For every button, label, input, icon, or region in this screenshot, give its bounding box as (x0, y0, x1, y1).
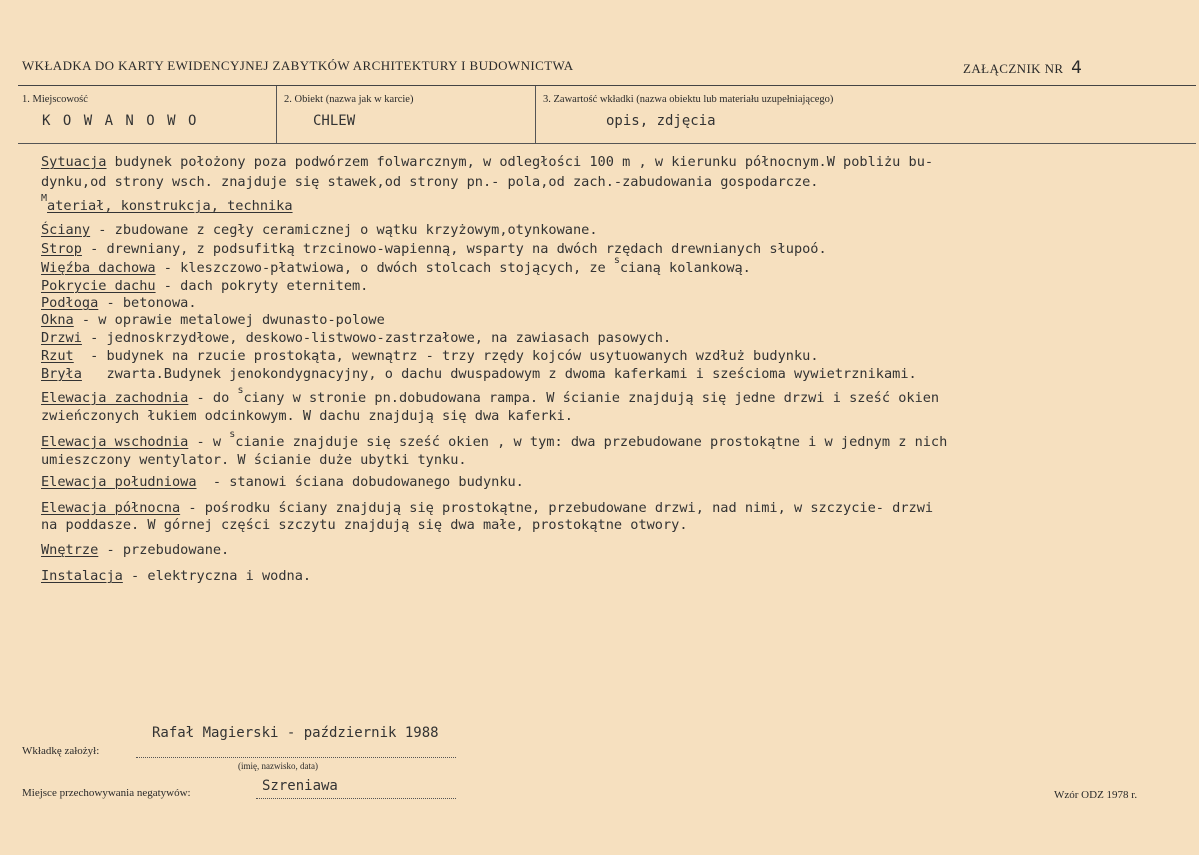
section-heading: Wnętrze (41, 542, 99, 558)
superscript-correction: M (41, 193, 48, 204)
text-line (41, 312, 385, 328)
section-text: - w oprawie metalowej dwunasto-polowe (73, 312, 385, 328)
section-text: cianie znajduje się sześć okien , w tym: dwa przebudowane prostokątne i w jednym z nich (235, 434, 948, 450)
text-line (41, 278, 368, 294)
section-heading: Instalacja (41, 568, 123, 584)
section-text: ciany w stronie pn.dobudowana rampa. W ścianie znajdują się jedne drzwi i sześć okien (243, 390, 940, 406)
section-text: zwieńczonych łukiem odcinkowym. W dachu znajdują się dwa kaferki. (41, 408, 573, 424)
section-heading: Drzwi (41, 330, 82, 346)
text-line (41, 295, 197, 311)
section-heading: Elewacja wschodnia (41, 434, 189, 450)
text-line (41, 500, 933, 516)
text-line (41, 255, 751, 276)
storage-dotted-line (256, 798, 456, 799)
section-heading: Ściany (41, 222, 91, 238)
locality-label: 1. Miejscowość (22, 94, 88, 105)
text-line (41, 385, 940, 406)
contents-value: opis, zdjęcia (606, 113, 716, 129)
field-divider-1 (276, 86, 277, 143)
text-line (41, 348, 819, 364)
section-heading: ateriał, konstrukcja, technika (47, 198, 293, 214)
text-line (41, 452, 467, 468)
text-line (41, 408, 573, 424)
text-line (41, 568, 311, 584)
section-text: - betonowa. (98, 295, 197, 311)
author-label: Wkładkę założył: (22, 745, 100, 757)
section-text: - jednoskrzydłowe, deskowo-listwowo-zastrzałowe, na zawiasach pasowych. (81, 330, 672, 346)
section-heading: Strop (41, 241, 82, 257)
section-heading: Więźba dachowa (41, 260, 156, 276)
text-line (41, 222, 598, 238)
section-heading: Podłoga (41, 295, 99, 311)
section-text: - dach pokryty eternitem. (155, 278, 369, 294)
text-line (41, 193, 293, 214)
section-heading: Okna (41, 312, 74, 328)
author-dotted-line (136, 757, 456, 758)
section-text: dynku,od strony wsch. znajduje się stawek,od strony pn.- pola,od zach.-zabudowania gospodarcze. (41, 174, 819, 190)
section-text: - kleszczowo-płatwiowa, o dwóch stolcach stojących, ze (155, 260, 614, 276)
section-text: - drewniany, z podsufitką trzcinowo-wapienną, wsparty na dwóch rzędach drewnianych słupoó. (81, 241, 827, 257)
contents-label: 3. Zawartość wkładki (nazwa obiektu lub materiału uzupełniającego) (543, 94, 834, 105)
text-line (41, 474, 524, 490)
author-hint: (imię, nazwisko, data) (238, 761, 318, 771)
section-text: na poddasze. W górnej części szczytu znajdują się dwa małe, prostokątne otwory. (41, 517, 688, 533)
text-line (41, 542, 229, 558)
text-line (41, 517, 688, 533)
text-line (41, 429, 948, 450)
superscript-correction: s (613, 255, 620, 266)
annex-label (963, 58, 1082, 78)
section-text: - stanowi ściana dobudowanego budynku. (196, 474, 524, 490)
section-text: - zbudowane z cegły ceramicznej o wątku krzyżowym,otynkowane. (90, 222, 598, 238)
section-heading: Elewacja północna (41, 500, 181, 516)
annex-label-text: ZAŁĄCZNIK NR (963, 61, 1064, 76)
section-text: umieszczony wentylator. W ścianie duże ubytki tynku. (41, 452, 467, 468)
section-text: zwarta.Budynek jenokondygnacyjny, o dachu dwuspadowym z dwoma kaferkami i sześcioma wywietrznikami. (81, 366, 917, 382)
annex-number: 4 (1071, 58, 1083, 78)
section-text: - w (188, 434, 230, 450)
text-line (41, 330, 671, 346)
section-heading: Bryła (41, 366, 82, 382)
object-label: 2. Obiekt (nazwa jak w karcie) (284, 94, 414, 105)
object-value: CHLEW (313, 113, 356, 129)
section-heading: Elewacja południowa (41, 474, 197, 490)
storage-label: Miejsce przechowywania negatywów: (22, 787, 191, 799)
text-line (41, 241, 827, 257)
text-line (41, 174, 819, 190)
section-heading: Pokrycie dachu (41, 278, 156, 294)
section-text: - do (188, 390, 238, 406)
section-heading: Sytuacja (41, 154, 107, 170)
section-heading: Rzut (41, 348, 74, 364)
fields-rule (18, 143, 1196, 144)
author-value: Rafał Magierski - październik 1988 (152, 725, 439, 741)
text-line (41, 366, 917, 382)
section-text: - pośrodku ściany znajdują się prostokątne, przebudowane drzwi, nad nimi, w szczycie- drzwi (180, 500, 934, 516)
field-divider-2 (535, 86, 536, 143)
storage-value: Szreniawa (262, 778, 338, 794)
section-text: - budynek na rzucie prostokąta, wewnątrz - trzy rzędy kojców usytuowanych wzdłuż budynku. (73, 348, 819, 364)
section-text: - przebudowane. (98, 542, 230, 558)
header-rule (18, 85, 1196, 86)
section-text: cianą kolankową. (619, 260, 751, 276)
card-title: WKŁADKA DO KARTY EWIDENCYJNEJ ZABYTKÓW ARCHITEKTURY I BUDOWNICTWA (22, 58, 574, 73)
text-line (41, 154, 933, 170)
form-code: Wzór ODZ 1978 r. (1054, 789, 1138, 801)
superscript-correction: s (237, 385, 244, 396)
section-text: budynek położony poza podwórzem folwarcznym, w odległości 100 m , w kierunku północnym.W pobliżu bu- (106, 154, 934, 170)
section-text: - elektryczna i wodna. (122, 568, 312, 584)
superscript-correction: s (229, 429, 236, 440)
section-heading: Elewacja zachodnia (41, 390, 189, 406)
locality-value: K O W A N O W O (42, 113, 199, 129)
